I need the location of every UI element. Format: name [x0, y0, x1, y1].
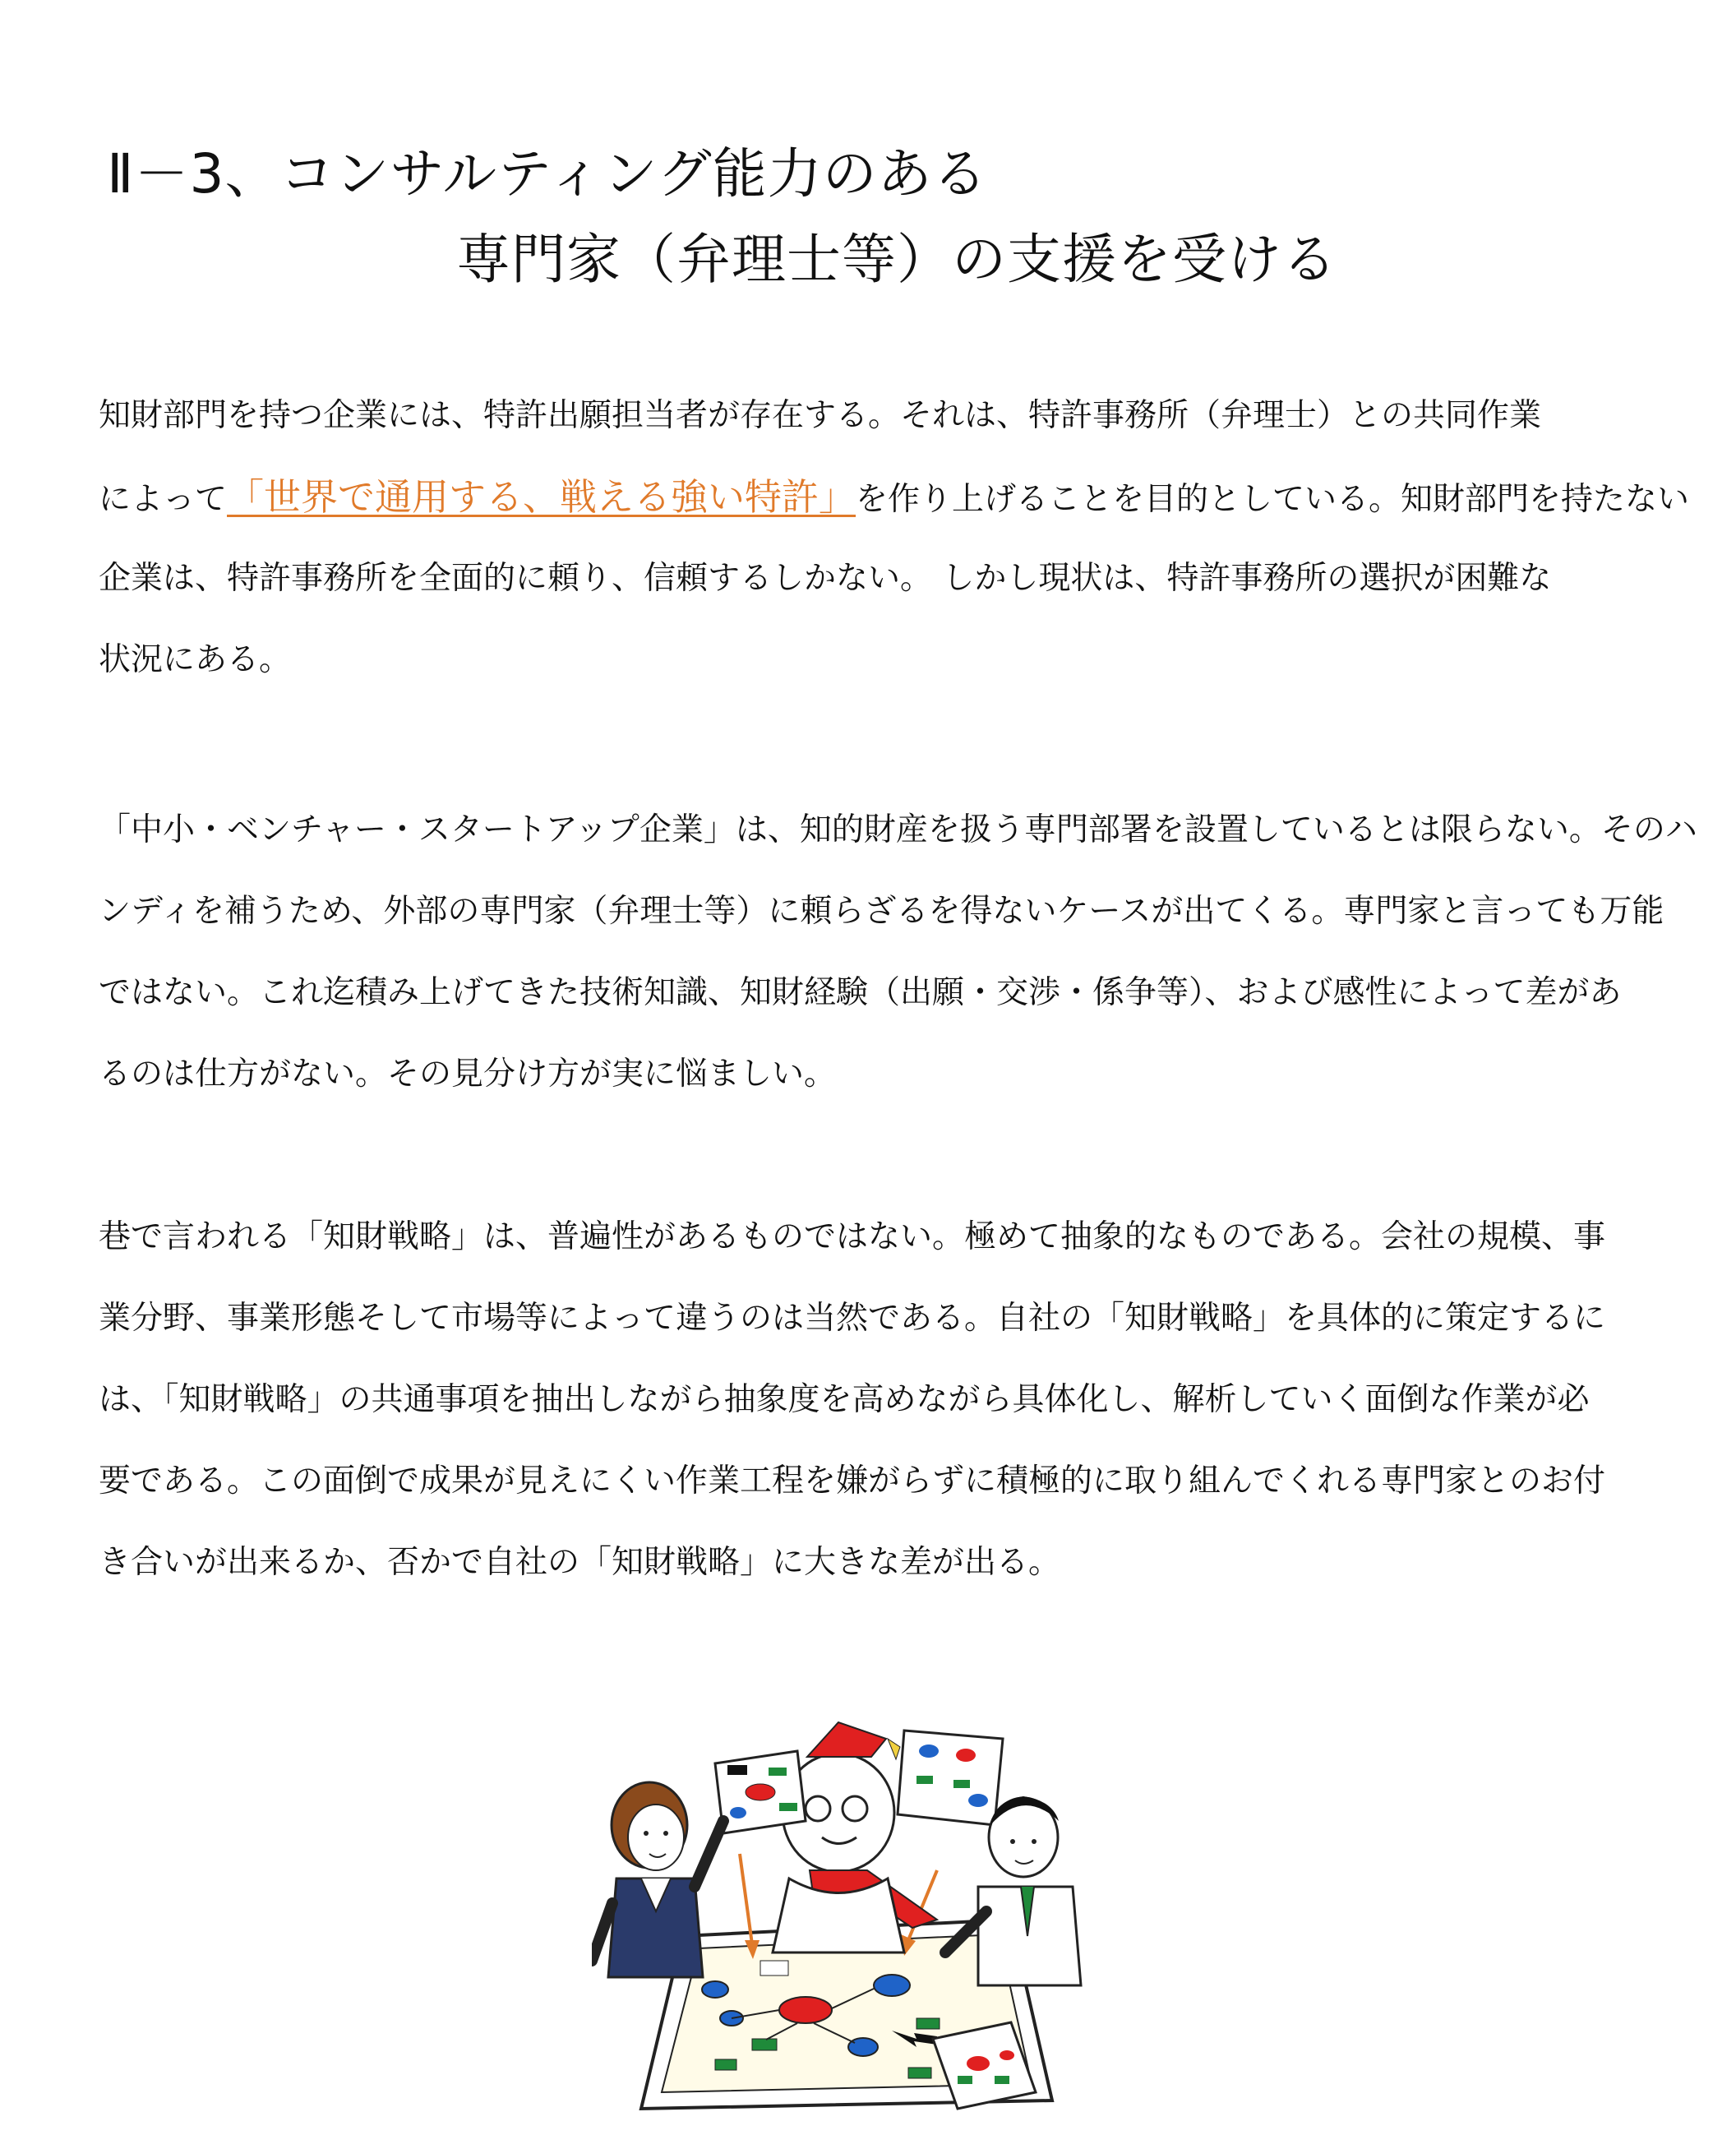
paragraph-1-line-1: 知財部門を持つ企業には、特許出願担当者が存在する。それは、特許事務所（弁理士）との共同作業: [99, 397, 1542, 434]
heading-line-1: Ⅱ－3、コンサルティング能力のある: [107, 142, 988, 206]
paragraph-2: [99, 789, 1697, 1115]
paragraph-1-line-2: [99, 456, 1690, 538]
paragraph-3-line-1: 巷で言われる「知財戦略」は、普遍性があるものではない。極めて抽象的なものである。会社の規模、事: [99, 1218, 1606, 1255]
paragraph-2-line-4: るのは仕方がない。その見分け方が実に悩ましい。: [99, 1056, 837, 1093]
paragraph-1-line-4: 状況にある。: [99, 641, 292, 678]
paragraph-3-line-5: き合いが出来るか、否かで自社の「知財戦略」に大きな差が出る。: [99, 1544, 1061, 1581]
line-2-suffix: を作り上げることを目的としている。知財部門を持たない: [856, 481, 1690, 518]
paragraph-3-line-3: は、「知財戦略」の共通事項を抽出しながら抽象度を高めながら具体化し、解析していく面倒な作業が必: [99, 1381, 1590, 1418]
paragraph-1: [99, 375, 1690, 700]
consultation-meeting-illustration: [592, 1714, 1085, 2125]
paragraph-3-line-2: 業分野、事業形態そして市場等によって違うのは当然である。自社の「知財戦略」を具体的に策定するに: [99, 1300, 1606, 1337]
paragraph-1-line-3: 企業は、特許事務所を全面的に頼り、信頼するしかない。 しかし現状は、特許事務所の選択が困難な: [99, 560, 1552, 597]
highlighted-phrase: 「世界で通用する、戦える強い特許」: [227, 475, 856, 519]
paragraph-3: [99, 1196, 1644, 1603]
paragraph-2-line-3: ではない。これ迄積み上げてきた技術知識、知財経験（出願・交渉・係争等）、および感性によって差があ: [99, 974, 1622, 1011]
paragraph-2-line-2: ンディを補うため、外部の専門家（弁理士等）に頼らざるを得ないケースが出てくる。専門家と言っても万能: [99, 893, 1664, 930]
paragraph-3-line-4: 要である。この面倒で成果が見えにくい作業工程を嫌がらずに積極的に取り組んでくれる専門家とのお付: [99, 1463, 1606, 1500]
line-2-prefix: によって: [99, 481, 228, 518]
heading-line-2: 専門家（弁理士等）の支援を受ける: [456, 228, 1337, 291]
paragraph-2-line-1: 「中小・ベンチャー・スタートアップ企業」は、知的財産を扱う専門部署を設置しているとは限らない。そのハ: [99, 811, 1697, 848]
